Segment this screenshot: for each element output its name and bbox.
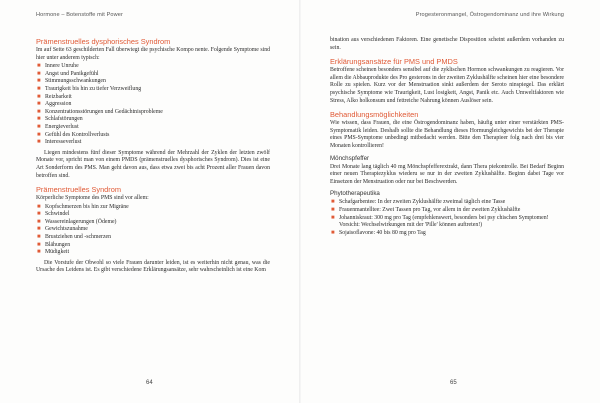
- bullet-icon: ■: [37, 226, 41, 233]
- list-item: ■ Schlafstörungen: [37, 116, 83, 123]
- list-item: ■ Energieverlust: [37, 123, 79, 130]
- list-item: ■ Reizbarkeit: [37, 93, 72, 100]
- bullet-icon: ■: [37, 241, 41, 248]
- bullet-icon: ■: [331, 214, 335, 221]
- bullet-icon: ■: [37, 93, 41, 100]
- page-number-right: 65: [450, 380, 457, 386]
- list-item: ■ Gewichtszunahme: [37, 226, 88, 233]
- list-item: ■ Sojaisoflavone: 40 bis 80 mg pro Tag: [331, 229, 426, 236]
- bullet-icon: ■: [37, 63, 41, 70]
- bullet-icon: ■: [331, 229, 335, 236]
- running-head-right: Progesteronmangel, Östrogendominanz und ihre Wirkung: [415, 12, 564, 18]
- pmds-closing: Liegen mindestens fünf dieser Symptome während der Mehrzahl der Zyklen der letzten zwölf Monate vor, spricht man von einem PMDS (prämenstruelles dysphorisches Syndrom). Dies ist eine Art Sonderform des PMS. Man geht davon aus, dass etwa zwei bis acht Prozent aller Frauen davon betroffen sind.: [36, 149, 270, 179]
- heading-pms: Prämenstruelles Syndrom: [36, 185, 122, 195]
- list-item: ■ Brustziehen und -schmerzen: [37, 234, 111, 241]
- list-item: ■ Stimmungsschwankungen: [37, 78, 106, 85]
- pmds-intro: Im auf Seite 63 geschilderten Fall überwiegt die psychische Kompo nente. Folgende Symptome sind hier unter anderem typisch:: [36, 47, 270, 61]
- list-item: ■ Schafgarbentee: In der zweiten Zyklushälfte zweimal täglich eine Tasse: [331, 199, 506, 206]
- bullet-icon: ■: [37, 78, 41, 85]
- pms-symptom-list: [36, 204, 270, 257]
- list-item: ■ Konzentrationsstörungen und Gedächtnisprobleme: [37, 108, 163, 115]
- list-item: ■ Johanniskraut: 300 mg pro Tag (empfehlenswert, besonders bei psy chischen Symptomen! Vorsicht: Wechselwirkungen mit der 'Pille' können auftreten!): [331, 214, 549, 229]
- right-page: [300, 0, 600, 403]
- heading-pmds: Prämenstruelles dysphorisches Syndrom: [36, 37, 171, 46]
- list-item: ■ Wassereinlagerungen (Ödeme): [37, 218, 117, 225]
- list-item: ■ Traurigkeit bis hin zu tiefer Verzweiflung: [37, 85, 142, 92]
- subheading-moenchspfeffer: Mönchspfeffer: [330, 154, 370, 162]
- bullet-icon: ■: [37, 203, 41, 210]
- list-item: ■ Interesseverlust: [37, 139, 82, 146]
- continuation-text: bination aus verschiedenen Faktoren. Eine genetische Disposition scheint außerdem vorhanden zu sein.: [330, 37, 564, 51]
- list-item: ■ Müdigkeit: [37, 249, 70, 256]
- list-item: ■ Angst und Panikgefühl: [37, 70, 99, 77]
- pmds-symptom-list: [36, 63, 270, 147]
- list-item: ■ Frauenmantelltee: Zwei Tassen pro Tag, vor allem in der zweiten Zyklushälfte: [331, 206, 521, 213]
- bullet-icon: ■: [37, 218, 41, 225]
- bullet-icon: ■: [37, 211, 41, 218]
- left-content: [36, 37, 270, 275]
- phytotherapy-list: [330, 199, 564, 237]
- running-head-left: Hormone – Botenstoffe mit Power: [36, 12, 123, 18]
- explanations-text: Betroffene scheinen besonders sensibel auf die zyklischen Hormon schwankungen zu reagieren. Vor allem die Abbauprodukte des Pro gesterons in der zweiten Zyklushälfte scheinen hier eine besondere Rolle zu spielen. Kurz vor der Menstruation sinkt außerdem der Seroto ninspiegel. Das erklärt psychische Symptome wie Traurigkeit, Lust losigkeit, Angst, Panik etc. Auch Umweltfaktoren wie Stress, Alko holkonsum und fettreiche Nahrung können Auslöser sein.: [330, 67, 564, 104]
- treatment-text: Wie wissen, dass Frauen, die eine Östrogendominanz haben, häufig unter einer verstärkten PMS-Symptomatik leiden. Deshalb sollte die Behandlung dieses Hormungleichgewichts bei der Therapie eines PMS-Symptome unbedingt mitbedacht werden. Bitte den Therapieer folg nach drei bis vier Monaten kontrollieren!: [330, 120, 564, 149]
- heading-treatment: Behandlungsmöglichkeiten: [330, 110, 419, 120]
- bullet-icon: ■: [37, 116, 41, 123]
- bullet-icon: ■: [331, 206, 335, 213]
- list-item: ■ Blähungen: [37, 241, 71, 248]
- page-number-left: 64: [146, 380, 153, 386]
- list-item: ■ Gefühl des Kontrollverlusts: [37, 131, 110, 138]
- bullet-icon: ■: [37, 139, 41, 146]
- right-content: [330, 37, 564, 240]
- moenchspfeffer-text: Drei Monate lang täglich 40 mg Mönchspfefferextrakt, dann Thera piekontrolle. Bei Bedarf Beginn einer neuen Therapiezyklus wiederu se nur in der zweiten Zyklushälfte. Beginn dabei Tage vor Einsetzen der Menstruation oder nur bei Beschwerden.: [330, 163, 564, 185]
- bullet-icon: ■: [37, 101, 41, 108]
- list-item: ■ Kopfschmerzen bis hin zur Migräne: [37, 203, 129, 210]
- pms-intro: Körperliche Symptome des PMS sind vor allem:: [36, 195, 149, 202]
- list-item: ■ Aggression: [37, 101, 72, 108]
- bullet-icon: ■: [37, 108, 41, 115]
- bullet-icon: ■: [37, 85, 41, 92]
- bullet-icon: ■: [37, 234, 41, 241]
- bullet-icon: ■: [37, 123, 41, 130]
- bullet-icon: ■: [37, 131, 41, 138]
- bullet-icon: ■: [331, 199, 335, 206]
- bullet-icon: ■: [37, 70, 41, 77]
- heading-explanations: Erklärungsansätze für PMS und PMDS: [330, 57, 458, 67]
- list-item: ■ Innere Unruhe: [37, 63, 79, 70]
- bullet-icon: ■: [37, 249, 41, 256]
- list-item: ■ Schwindel: [37, 211, 70, 218]
- pms-closing: Die Vorstufe der Obwohl so viele Frauen darunter leiden, ist es weiterhin nicht genau, was die Ursache des Leidens ist. Es gibt verschiedene Erklärungsansätze, sehr wahrscheinlich ist eine Kom: [36, 259, 270, 274]
- subheading-phytotherapeutika: Phytotherapeutika: [330, 190, 380, 198]
